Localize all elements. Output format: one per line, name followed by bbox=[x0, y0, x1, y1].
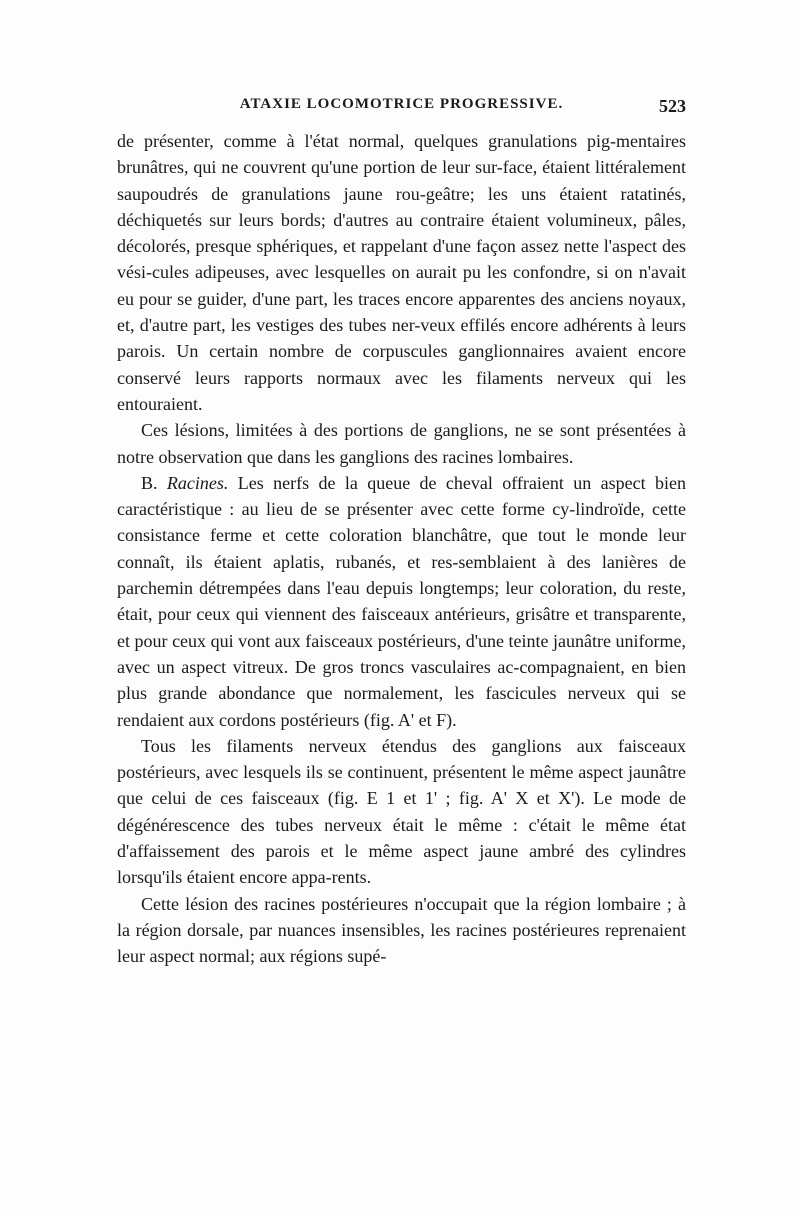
paragraph-3 bbox=[117, 470, 686, 733]
running-title: ATAXIE LOCOMOTRICE PROGRESSIVE. bbox=[239, 96, 564, 112]
body-text bbox=[117, 128, 686, 970]
page-number: 523 bbox=[659, 96, 686, 116]
paragraph-3-text: Les nerfs de la queue de cheval offraient un aspect bien caractéristique : au lieu de se présenter avec cette forme cy-lindroïde, cette consistance ferme et cette coloration blanchâtre, que tout le monde leur connaît, ils étaient aplatis, rubanés, et res-semblaient à des lanières de parchemin détrempées dans l'eau depuis longtemps; leur coloration, du reste, était, pour ceux qui viennent des faisceaux antérieurs, grisâtre et transparente, et pour ceux qui vont aux faisceaux postérieurs, d'une teinte jaunâtre uniforme, avec un aspect vitreux. De gros troncs vasculaires ac-compagnaient, en bien plus grande abondance que normalement, les fascicules nerveux qui se rendaient aux cordons postérieurs (fig. A' et F). bbox=[117, 472, 686, 730]
section-title: Racines. bbox=[166, 472, 229, 493]
paragraph-2: Ces lésions, limitées à des portions de ganglions, ne se sont présentées à notre observation que dans les ganglions des racines lombaires. bbox=[117, 420, 686, 467]
running-head bbox=[117, 96, 686, 122]
paragraph-1: de présenter, comme à l'état normal, quelques granulations pig-mentaires brunâtres, qui ne couvrent qu'une portion de leur sur-face, étaient littéralement saupoudrés de granulations jaune rou-geâtre; les uns étaient ratatinés, déchiquetés sur leurs bords; d'autres au contraire étaient volumineux, pâles, décolorés, presque sphériques, et rappelant d'une façon assez nette l'aspect des vési-cules adipeuses, avec lesquelles on aurait pu les confondre, si on n'avait eu pour se guider, d'une part, les traces encore apparentes des anciens noyaux, et, d'autre part, les vestiges des tubes ner-veux effilés encore adhérents à leurs parois. Un certain nombre de corpuscules ganglionnaires avaient encore conservé leurs rapports normaux avec les filaments nerveux qui les entouraient. bbox=[117, 131, 686, 414]
paragraph-5: Cette lésion des racines postérieures n'occupait que la région lombaire ; à la région dorsale, par nuances insensibles, les racines postérieures reprenaient leur aspect normal; aux régions supé- bbox=[117, 893, 686, 967]
section-label: B. bbox=[141, 472, 158, 493]
paragraph-4: Tous les filaments nerveux étendus des ganglions aux faisceaux postérieurs, avec lesquels ils se continuent, présentent le même aspect jaunâtre que celui de ces faisceaux (fig. E 1 et 1' ; fig. A' X et X'). Le mode de dégénérescence des tubes nerveux était le même : c'était le même état d'affaissement des parois et le même aspect jaune ambré des cylindres lorsqu'ils étaient encore appa-rents. bbox=[117, 735, 686, 888]
